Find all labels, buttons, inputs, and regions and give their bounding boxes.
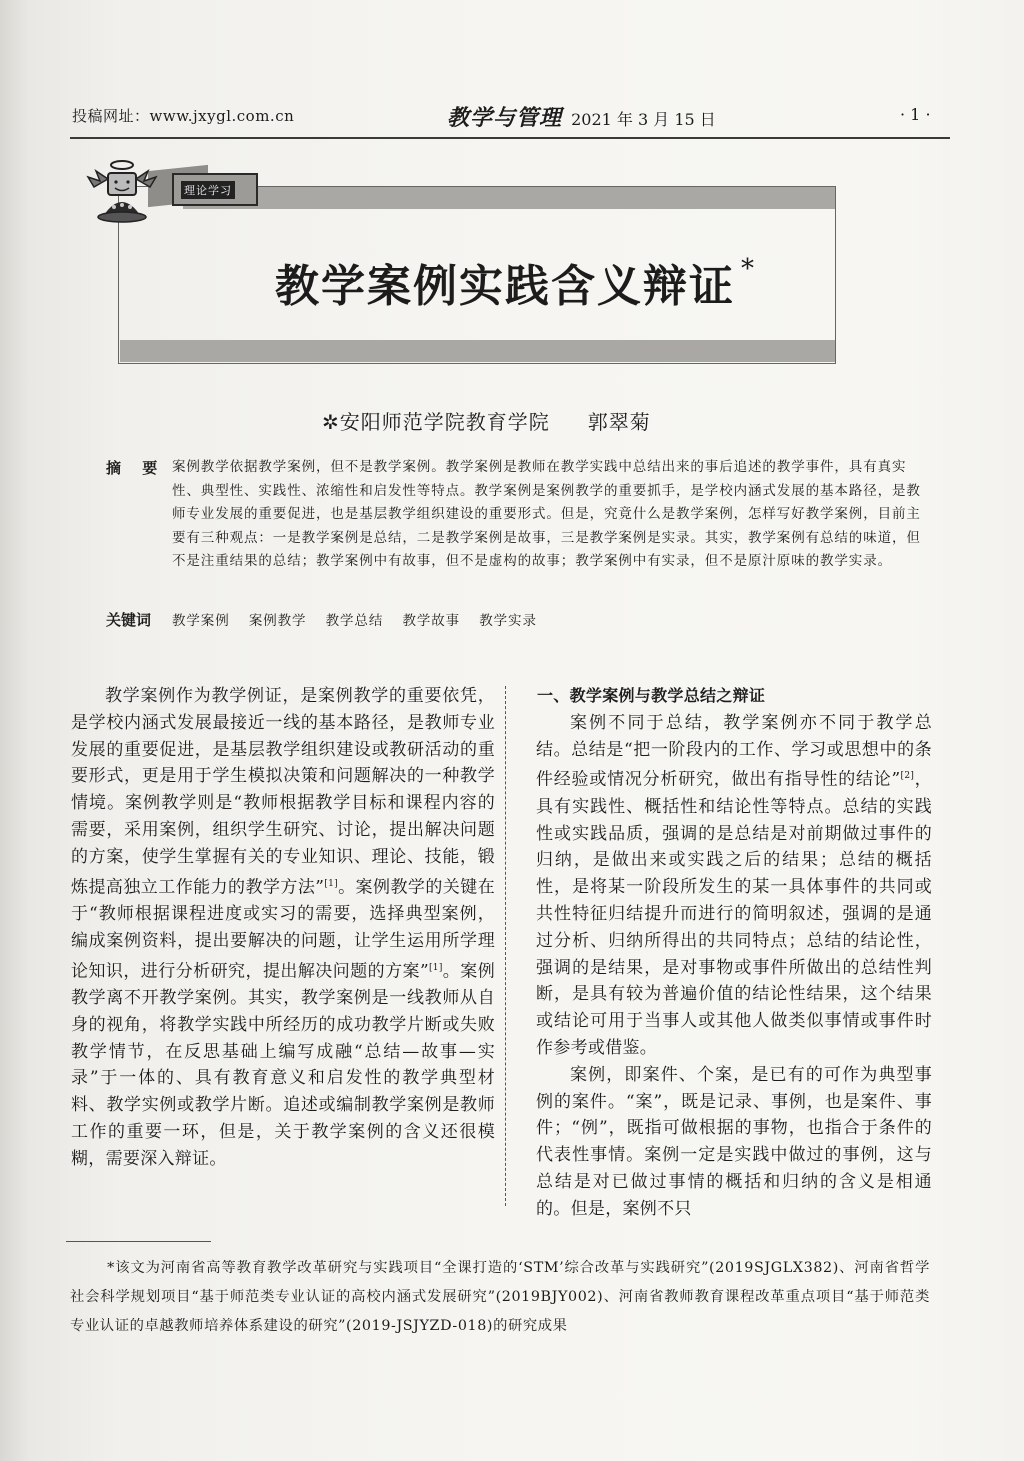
paragraph-text: 。案例教学离不开教学案例。其实，教学案例是一线教师从自身的视角，将教学实践中所经历的成功教学片断或失败教学情节，在反思基础上编写成融“总结—故事—实录”于一体的、具有教育意义和启发性的教学典型材料、教学实例或教学片断。追述或编制教学案例是教师工作的重要一环，但是，关于教学案例的含义还很模糊，需要深入辩证。 [71, 961, 495, 1169]
keyword: 教学总结 [325, 613, 384, 629]
keyword: 教学案例 [172, 613, 230, 629]
body-left-column [71, 683, 495, 1173]
keyword: 教学故事 [402, 613, 461, 629]
submission-url-line [72, 105, 294, 126]
paragraph-text: 。案例教学的关键在于“教师根据课程进度或实习的需要，选择典型案例，编成案例资料，提出要解决的问题，让学生运用所学理论知识，进行分析研究，提出解决问题的方案” [71, 877, 495, 982]
banner-top-bar [183, 187, 835, 209]
banner-bottom-bar [120, 340, 835, 362]
author-marker-icon: ✲ [322, 410, 340, 434]
citation: [1] [324, 878, 338, 889]
keywords-label: 关键词 [106, 611, 152, 629]
abstract-text: 案例教学依据教学案例，但不是教学案例。教学案例是教师在教学实践中总结出来的事后追述的教学事件，具有真实性、典型性、实践性、浓缩性和启发性等特点。教学案例是案例教学的重要抓手，是学校内涵式发展的基本路径，是教师专业发展的重要促进，也是基层教学组织建设的重要形式。但是，究竟什么是教学案例，怎样写好教学案例，目前主要有三种观点：一是教学案例是总结，二是教学案例是故事，三是教学案例是实录。其实，教学案例有总结的味道，但不是注重结果的总结；教学案例中有故事，但不是虚构的故事；教学案例中有实录，但不是原汁原味的教学实录。 [172, 459, 921, 570]
body-right-column [536, 683, 932, 1223]
journal-name: 教学与管理 [447, 105, 563, 131]
affiliation: 安阳师范学院教育学院 [339, 410, 550, 434]
column-divider [505, 686, 506, 1206]
section-heading: 一、教学案例与教学总结之辩证 [537, 686, 766, 705]
body-paragraph: 案例，即案件、个案，是已有的可作为典型事例的案件。“案”，既是记录、事例，也是案件、事件；“例”，既指可做根据的事物，也指合于条件的代表性事情。案例一定是实践中做过的事例，这与总结是对已做过事情的概括和归纳的含义是相通的。但是，案例不只 [536, 1064, 932, 1219]
header-rule [70, 137, 950, 139]
keyword: 教学实录 [479, 613, 537, 629]
article-title-text: 教学案例实践含义辩证 [275, 261, 735, 312]
paragraph-text: 案例不同于总结，教学案例亦不同于教学总结。总结是“把一阶段内的工作、学习或思想中的条件经验或情况分析研究，做出有指导性的结论” [536, 712, 932, 791]
author-line [322, 406, 651, 435]
article-title [275, 250, 756, 314]
citation: [1] [428, 962, 443, 973]
section-tag: 理论学习 [181, 181, 235, 199]
title-footnote-marker: * [741, 254, 756, 285]
footnote [70, 1254, 930, 1341]
body-paragraph [536, 710, 932, 1062]
journal-masthead [447, 101, 716, 132]
paragraph-text: 教学案例作为教学例证，是案例教学的重要依凭，是学校内涵式发展最接近一线的基本路径，是教师专业发展的重要促进，是基层教学组织建设或教研活动的重要形式，更是用于学生模拟决策和问题解决的一种教学情境。案例教学则是“教师根据教学目标和课程内容的需要，采用案例，组织学生研究、讨论，提出解决问题的方案，使学生掌握有关的专业知识、理论、技能，锻炼提高独立工作能力的教学方法” [71, 686, 495, 898]
keyword: 案例教学 [248, 613, 307, 629]
paragraph-text: ，具有实践性、概括性和结论性等特点。总结的实践性或实践品质，强调的是总结是对前期做过事件的归纳，是做出来或实践之后的结果；总结的概括性，是将某一阶段所发生的某一具体事件的共同或共性特征归结提升而进行的简明叙述，强调的是通过分析、归纳所得出的共同特点；总结的结论性，强调的是结果，是对事物或事件所做出的总结性判断，是具有较为普遍价值的结论性结果，这个结果或结论可用于当事人或其他人做类似事情或事件时作参考或借鉴。 [536, 770, 932, 1059]
footnote-rule [66, 1241, 211, 1242]
submission-label: 投稿网址： [72, 107, 150, 125]
citation: [2] [900, 771, 915, 782]
body-paragraph [71, 683, 495, 1173]
keywords-list [172, 609, 551, 629]
author-name: 郭翠菊 [587, 410, 651, 434]
submission-url: www.jxygl.com.cn [149, 107, 295, 125]
issue-date: 2021 年 3 月 15 日 [571, 110, 716, 129]
angel-mascot-icon [86, 157, 158, 225]
footnote-text: *该文为河南省高等教育教学改革研究与实践项目“全课打造的‘STM’综合改革与实践研究”(2019SJGLX382)、河南省哲学社会科学规划项目“基于师范类专业认证的高校内涵式发展研究”(2019BJY002)、河南省教师教育课程改革重点项目“基于师范类专业认证的卓越教师培养体系建设的研究”(2019-JSJYZD-018)的研究成果 [70, 1260, 930, 1334]
abstract-label: 摘 要 [106, 459, 166, 477]
page-number: · 1 · [900, 105, 931, 124]
